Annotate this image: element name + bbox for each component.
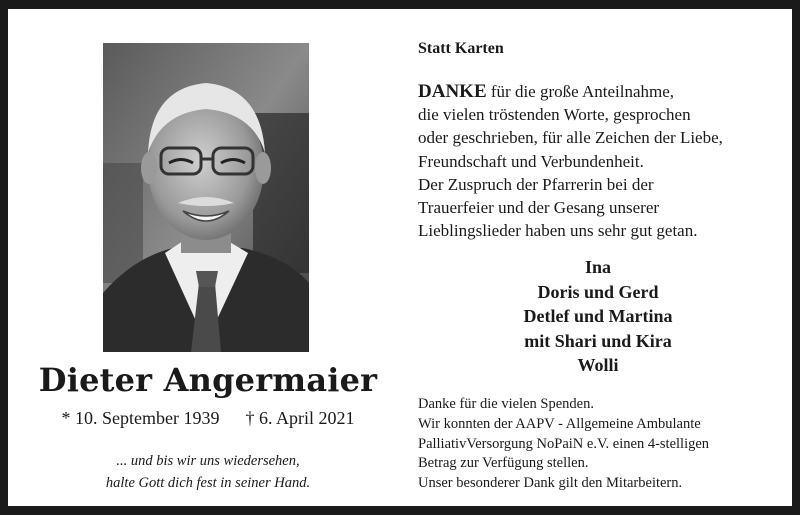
thanks-line: die vielen tröstenden Worte, gesprochen bbox=[418, 105, 691, 125]
family-name: Doris und Gerd bbox=[537, 281, 659, 302]
donation-line: Danke für die vielen Spenden. bbox=[418, 396, 594, 412]
family-name: Wolli bbox=[577, 355, 619, 375]
thank-you-text bbox=[418, 80, 778, 242]
thanks-line: Lieblingslieder haben uns sehr gut getan. bbox=[418, 221, 698, 241]
thanks-first-line-rest: für die große Anteilnahme, bbox=[486, 82, 675, 101]
family-name: mit Shari und Kira bbox=[524, 330, 672, 351]
portrait-illustration bbox=[103, 43, 309, 352]
notice-heading: Statt Karten bbox=[418, 40, 504, 57]
family-signatures bbox=[408, 255, 788, 378]
memorial-quote bbox=[38, 450, 378, 494]
thanks-keyword: DANKE bbox=[418, 81, 487, 102]
quote-line: halte Gott dich fest in seiner Hand. bbox=[105, 475, 311, 491]
thanks-line: oder geschrieben, für alle Zeichen der Liebe, bbox=[418, 128, 723, 148]
thanks-line: Der Zuspruch der Pfarrerin bei der bbox=[418, 174, 654, 194]
donation-line: Wir konnten der AAPV - Allgemeine Ambulante bbox=[418, 415, 701, 432]
family-name: Ina bbox=[584, 257, 611, 277]
thanks-first-line bbox=[418, 80, 778, 103]
death-date: † 6. April 2021 bbox=[245, 408, 355, 428]
thanks-line: Trauerfeier und der Gesang unserer bbox=[418, 198, 660, 218]
donations-note bbox=[418, 395, 788, 494]
portrait-photo bbox=[103, 43, 309, 352]
family-name: Detlef und Martina bbox=[523, 306, 673, 326]
birth-date: * 10. September 1939 bbox=[61, 408, 220, 428]
life-dates bbox=[38, 408, 378, 429]
donation-line: Unser besonderer Dank gilt den Mitarbeitern. bbox=[418, 475, 683, 492]
quote-line: ... und bis wir uns wiedersehen, bbox=[116, 453, 300, 469]
deceased-name: Dieter Angermaier bbox=[38, 361, 378, 399]
donation-line: Betrag zur Verfügung stellen. bbox=[418, 455, 589, 472]
donation-line: PalliativVersorgung NoPaiN e.V. einen 4-stelligen bbox=[418, 435, 710, 452]
thanks-line: Freundschaft und Verbundenheit. bbox=[418, 151, 644, 171]
